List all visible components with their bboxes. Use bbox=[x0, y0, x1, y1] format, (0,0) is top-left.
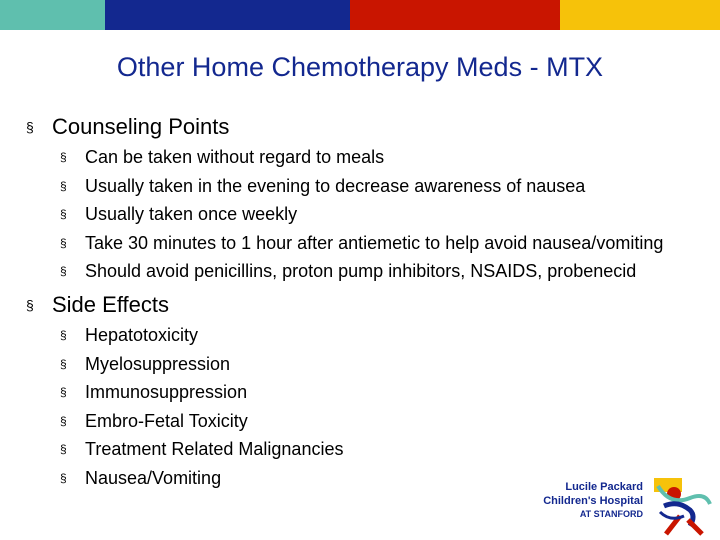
counseling-list bbox=[26, 146, 706, 282]
logo-line-3: AT STANFORD bbox=[579, 509, 643, 519]
bullet-icon: § bbox=[60, 385, 67, 399]
bullet-icon: § bbox=[26, 297, 34, 313]
header-color-bar bbox=[0, 0, 720, 30]
section-heading-side-effects bbox=[26, 290, 706, 320]
logo-text bbox=[530, 480, 643, 520]
list-item: § Myelosuppression bbox=[60, 353, 231, 374]
section-heading-counseling bbox=[26, 112, 706, 142]
bullet-icon: § bbox=[60, 150, 67, 164]
bullet-icon: § bbox=[60, 328, 67, 342]
list-item: § Nausea/Vomiting bbox=[60, 467, 222, 488]
list-item: § Take 30 minutes to 1 hour after antiemetic to help avoid nausea/vomiting bbox=[60, 232, 664, 253]
bullet-icon: § bbox=[60, 356, 67, 371]
list-item: § Treatment Related Malignancies bbox=[60, 439, 344, 459]
side-effects-list bbox=[26, 324, 706, 489]
color-bar-teal bbox=[0, 0, 105, 30]
color-bar-blue bbox=[105, 0, 350, 30]
bullet-icon: § bbox=[60, 235, 67, 250]
bullet-icon: § bbox=[26, 119, 34, 135]
list-item: § Can be taken without regard to meals bbox=[60, 147, 385, 167]
bullet-icon: § bbox=[60, 413, 67, 428]
bullet-icon: § bbox=[60, 264, 67, 278]
slide-content bbox=[26, 112, 706, 497]
bullet-icon: § bbox=[60, 470, 67, 485]
bullet-icon: § bbox=[60, 207, 67, 221]
bullet-icon: § bbox=[60, 178, 67, 193]
section-heading-text: Side Effects bbox=[52, 292, 169, 317]
logo-line-1: Lucile Packard bbox=[565, 481, 643, 493]
bullet-icon: § bbox=[60, 442, 67, 456]
list-item: § Embro-Fetal Toxicity bbox=[60, 410, 248, 431]
list-item: § Usually taken in the evening to decrease awareness of nausea bbox=[60, 175, 586, 196]
color-bar-red bbox=[350, 0, 560, 30]
hospital-logo bbox=[530, 476, 720, 540]
list-item: § Should avoid penicillins, proton pump inhibitors, NSAIDS, probenecid bbox=[60, 261, 637, 281]
color-bar-yellow bbox=[560, 0, 720, 30]
hospital-logo-mark-icon bbox=[650, 476, 718, 538]
slide-title: Other Home Chemotherapy Meds - MTX bbox=[116, 52, 604, 82]
list-item: § Usually taken once weekly bbox=[60, 204, 298, 224]
list-item: § Hepatotoxicity bbox=[60, 325, 199, 345]
logo-line-2: Children's Hospital bbox=[543, 495, 643, 507]
list-item: § Immunosuppression bbox=[60, 382, 248, 402]
section-heading-text: Counseling Points bbox=[52, 114, 230, 139]
